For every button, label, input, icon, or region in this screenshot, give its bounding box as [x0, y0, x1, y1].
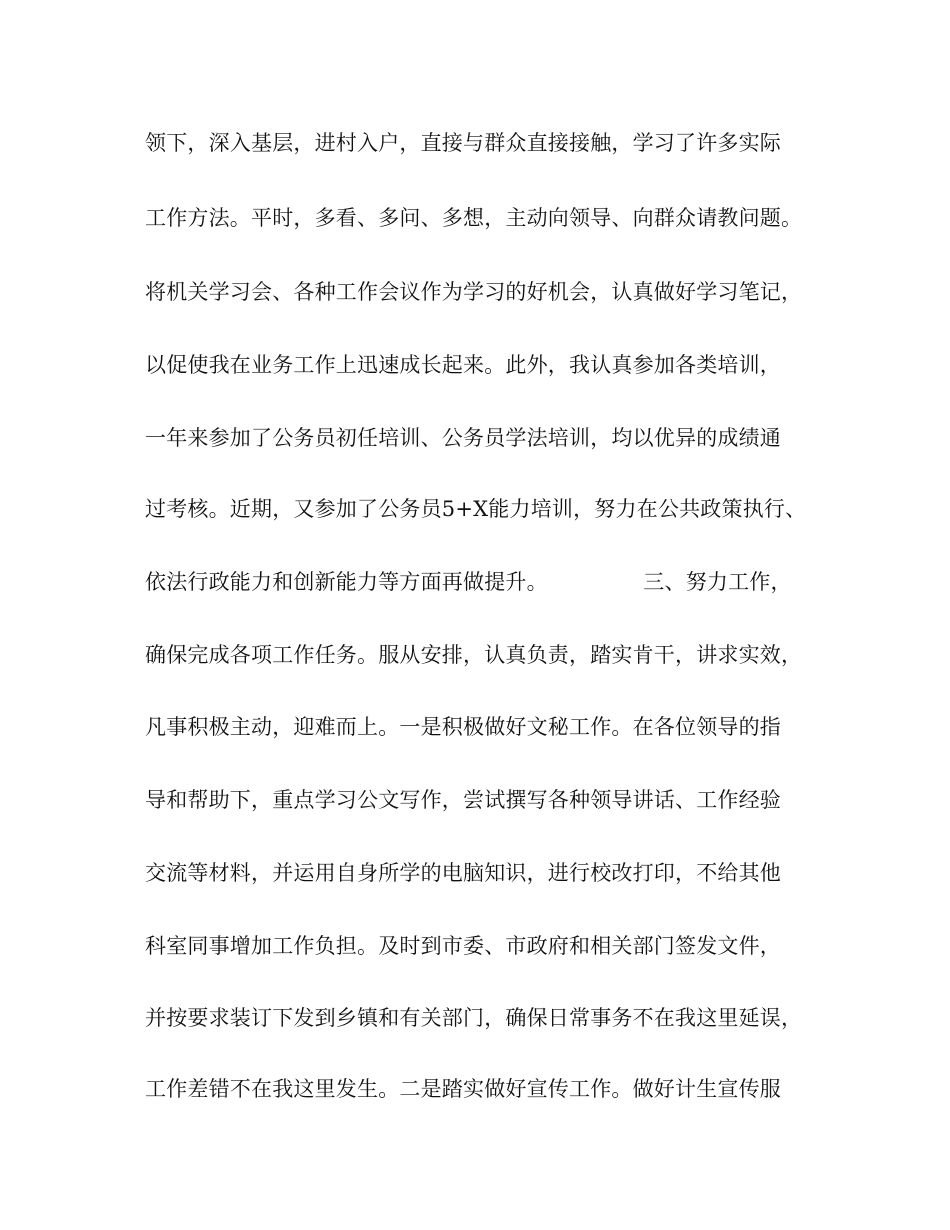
body-text-line: 领下，深入基层，进村入户，直接与群众直接接触，学习了许多实际	[145, 131, 781, 155]
body-text-line: 导和帮助下，重点学习公文写作，尝试撰写各种领导讲话、工作经验	[145, 788, 781, 812]
body-text-line: 并按要求装订下发到乡镇和有关部门，确保日常事务不在我这里延误，	[145, 1006, 803, 1030]
body-text-line: 凡事积极主动，迎难而上。一是积极做好文秘工作。在各位领导的指	[145, 715, 781, 739]
body-text-line: 工作差错不在我这里发生。二是踏实做好宣传工作。做好计生宣传服	[145, 1077, 781, 1101]
body-text-line: 交流等材料，并运用自身所学的电脑知识，进行校改打印，不给其他	[145, 861, 781, 885]
body-text-line: 以促使我在业务工作上迅速成长起来。此外，我认真参加各类培训，	[145, 353, 781, 377]
body-text-line: 工作方法。平时，多看、多问、多想，主动向领导、向群众请教问题。	[145, 206, 803, 230]
body-text-line: 过考核。近期，又参加了公务员5+X能力培训，努力在公共政策执行、	[145, 497, 807, 521]
body-text-line: 科室同事增加工作负担。及时到市委、市政府和相关部门签发文件，	[145, 934, 781, 958]
body-text-line: 确保完成各项工作任务。服从安排，认真负责，踏实肯干，讲求实效，	[145, 643, 803, 667]
body-text-line: 一年来参加了公务员初任培训、公务员学法培训，均以优异的成绩通	[145, 426, 781, 450]
body-text-line: 依法行政能力和创新能力等方面再做提升。 三、努力工作，	[145, 570, 792, 594]
body-text-line: 将机关学习会、各种工作会议作为学习的好机会，认真做好学习笔记，	[145, 280, 803, 304]
